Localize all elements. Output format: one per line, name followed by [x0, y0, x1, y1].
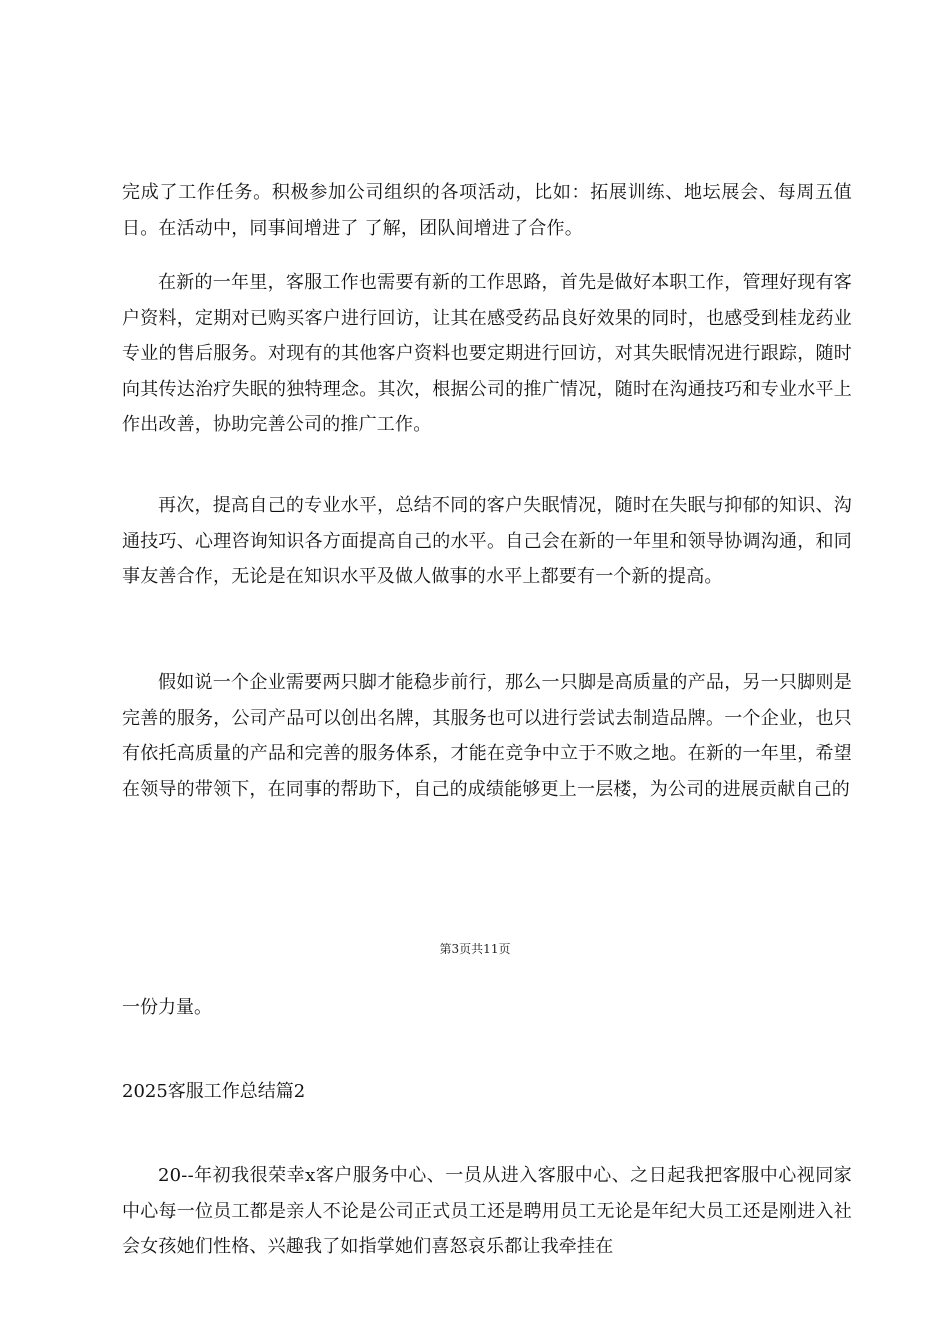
paragraph-section-two: 20--年初我很荣幸x客户服务中心、一员从进入客服中心、之日起我把客服中心视同家中心每一位员工都是亲人不论是公司正式员工还是聘用员工无论是年纪大员工还是刚进入社会女孩她们性格、兴趣我了如指掌她们喜怒哀乐都让我牵挂在: [122, 1165, 852, 1258]
paragraph-new-year-plan: 在新的一年里，客服工作也需要有新的工作思路，首先是做好本职工作，管理好现有客户资料，定期对已购买客户进行回访，让其在感受药品良好效果的同时，也感受到桂龙药业专业的售后服务。对现有的其他客户资料也要定期进行回访，对其失眠情况进行跟踪，随时向其传达治疗失眠的独特理念。其次，根据公司的推广情况，随时在沟通技巧和专业水平上作出改善，协助完善公司的推广工作。: [122, 272, 852, 436]
paragraph-enterprise-service: 假如说一个企业需要两只脚才能稳步前行，那么一只脚是高质量的产品，另一只脚则是完善的服务，公司产品可以创出名牌，其服务也可以进行尝试去制造品牌。一个企业，也只有依托高质量的产品和完善的服务体系，才能在竞争中立于不败之地。在新的一年里，希望在领导的带领下，在同事的帮助下，自己的成绩能够更上一层楼，为公司的进展贡献自己的: [122, 672, 852, 800]
paragraph-activities: 完成了工作任务。积极参加公司组织的各项活动，比如：拓展训练、地坛展会、每周五值日。在活动中，同事间增进了 了解，团队间增进了合作。: [122, 182, 852, 239]
section-heading: 2025客服工作总结篇2: [122, 1081, 306, 1102]
paragraph-continuation: 一份力量。: [122, 997, 212, 1018]
page-footer: 第3页共11页: [439, 942, 511, 956]
paragraph-professional-improvement: 再次，提高自己的专业水平，总结不同的客户失眠情况，随时在失眠与抑郁的知识、沟通技巧、心理咨询知识各方面提高自己的水平。自己会在新的一年里和领导协调沟通，和同事友善合作，无论是在知识水平及做人做事的水平上都要有一个新的提高。: [122, 495, 852, 588]
